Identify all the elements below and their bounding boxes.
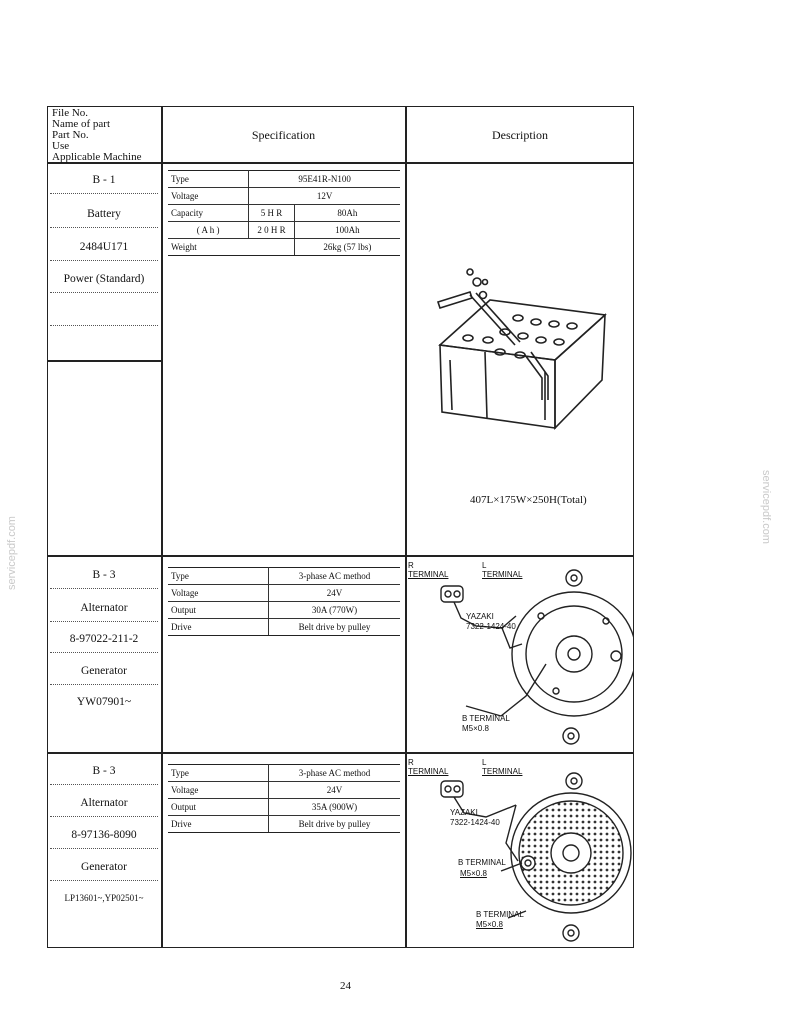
row2-part-no: 8-97022-211-2: [50, 625, 158, 653]
row3-file-no: B - 3: [50, 757, 158, 785]
spec-value: 12V: [249, 188, 400, 205]
spec-sub-label: 2 0 H R: [249, 222, 294, 239]
spec-value: 30A (770W): [269, 602, 400, 619]
spec-label: Type: [168, 765, 269, 782]
alternator-illustration-1: [406, 556, 634, 752]
yazaki-part-no: 7322-1424-40: [466, 622, 516, 631]
yazaki-label: YAZAKI: [466, 612, 494, 621]
battery-illustration: [430, 260, 610, 440]
header-specification: Specification: [251, 128, 316, 142]
spec-value: Belt drive by pulley: [269, 816, 400, 833]
row3-machine: LP13601~,YP02501~: [64, 893, 144, 903]
r-terminal-label: TERMINAL: [408, 570, 449, 579]
row2-name: Alternator: [50, 594, 158, 622]
spec-label: Voltage: [168, 782, 269, 799]
spec-label: Capacity: [168, 205, 249, 222]
r-letter: R: [408, 561, 414, 570]
row1-spec-table: [168, 170, 400, 256]
spec-value: 35A (900W): [269, 799, 400, 816]
row3-spec-table: [168, 764, 400, 833]
battery-dimensions: 407L×175W×250H(Total): [470, 494, 587, 506]
yazaki-label-2: YAZAKI: [450, 808, 478, 817]
l-letter: L: [482, 561, 487, 570]
col-divider-1: [161, 106, 163, 948]
spec-label: Output: [168, 602, 269, 619]
spec-label: Weight: [168, 239, 294, 256]
spec-label: Type: [168, 171, 249, 188]
spec-value: 80Ah: [294, 205, 400, 222]
spec-label: Type: [168, 568, 269, 585]
spec-label: ( A h ): [168, 222, 249, 239]
b-terminal-bolt: M5×0.8: [462, 724, 489, 733]
spec-value: 95E41R-N100: [249, 171, 400, 188]
spec-value: 26kg (57 lbs): [294, 239, 400, 256]
row3-name: Alternator: [50, 789, 158, 817]
row3-use: Generator: [50, 853, 158, 881]
watermark-right: servicepdf.com: [760, 470, 772, 544]
spec-label: Drive: [168, 816, 269, 833]
spec-sub-label: 5 H R: [249, 205, 294, 222]
b-terminal-label: B TERMINAL: [462, 714, 510, 723]
watermark-left: servicepdf.com: [6, 516, 18, 590]
b-terminal-label-2b: B TERMINAL: [476, 910, 524, 919]
spec-value: Belt drive by pulley: [269, 619, 400, 636]
row2-use: Generator: [50, 657, 158, 685]
spec-value: 3-phase AC method: [269, 765, 400, 782]
spec-value: 3-phase AC method: [269, 568, 400, 585]
r-terminal-label-2: TERMINAL: [408, 767, 449, 776]
b-terminal-bolt-2a: M5×0.8: [460, 869, 487, 878]
spec-label: Output: [168, 799, 269, 816]
r-letter-2: R: [408, 758, 414, 767]
spec-label: Drive: [168, 619, 269, 636]
l-terminal-label: TERMINAL: [482, 570, 523, 579]
spec-value: 24V: [269, 782, 400, 799]
row2-spec-table: [168, 567, 400, 636]
spec-value: 24V: [269, 585, 400, 602]
spec-value: 100Ah: [294, 222, 400, 239]
row2-machine: YW07901~: [76, 696, 132, 708]
page-number: 24: [340, 980, 351, 992]
row1-use: Power (Standard): [50, 265, 158, 293]
header-left-labels: File No. Name of part Part No. Use Applicable Machine: [52, 107, 142, 163]
row1-part-no: 2484U171: [50, 233, 158, 261]
row3-part-no: 8-97136-8090: [50, 821, 158, 849]
l-terminal-label-2: TERMINAL: [482, 767, 523, 776]
row1-file-no: B - 1: [50, 166, 158, 194]
row1-inner-divider: [47, 360, 162, 362]
row1-name: Battery: [50, 200, 158, 228]
header-description: Description: [492, 128, 548, 142]
b-terminal-label-2a: B TERMINAL: [458, 858, 506, 867]
spec-label: Voltage: [168, 585, 269, 602]
yazaki-part-no-2: 7322-1424-40: [450, 818, 500, 827]
row1-machine: [50, 298, 158, 326]
b-terminal-bolt-2b: M5×0.8: [476, 920, 503, 929]
row2-file-no: B - 3: [50, 561, 158, 589]
spec-label: Voltage: [168, 188, 249, 205]
l-letter-2: L: [482, 758, 487, 767]
